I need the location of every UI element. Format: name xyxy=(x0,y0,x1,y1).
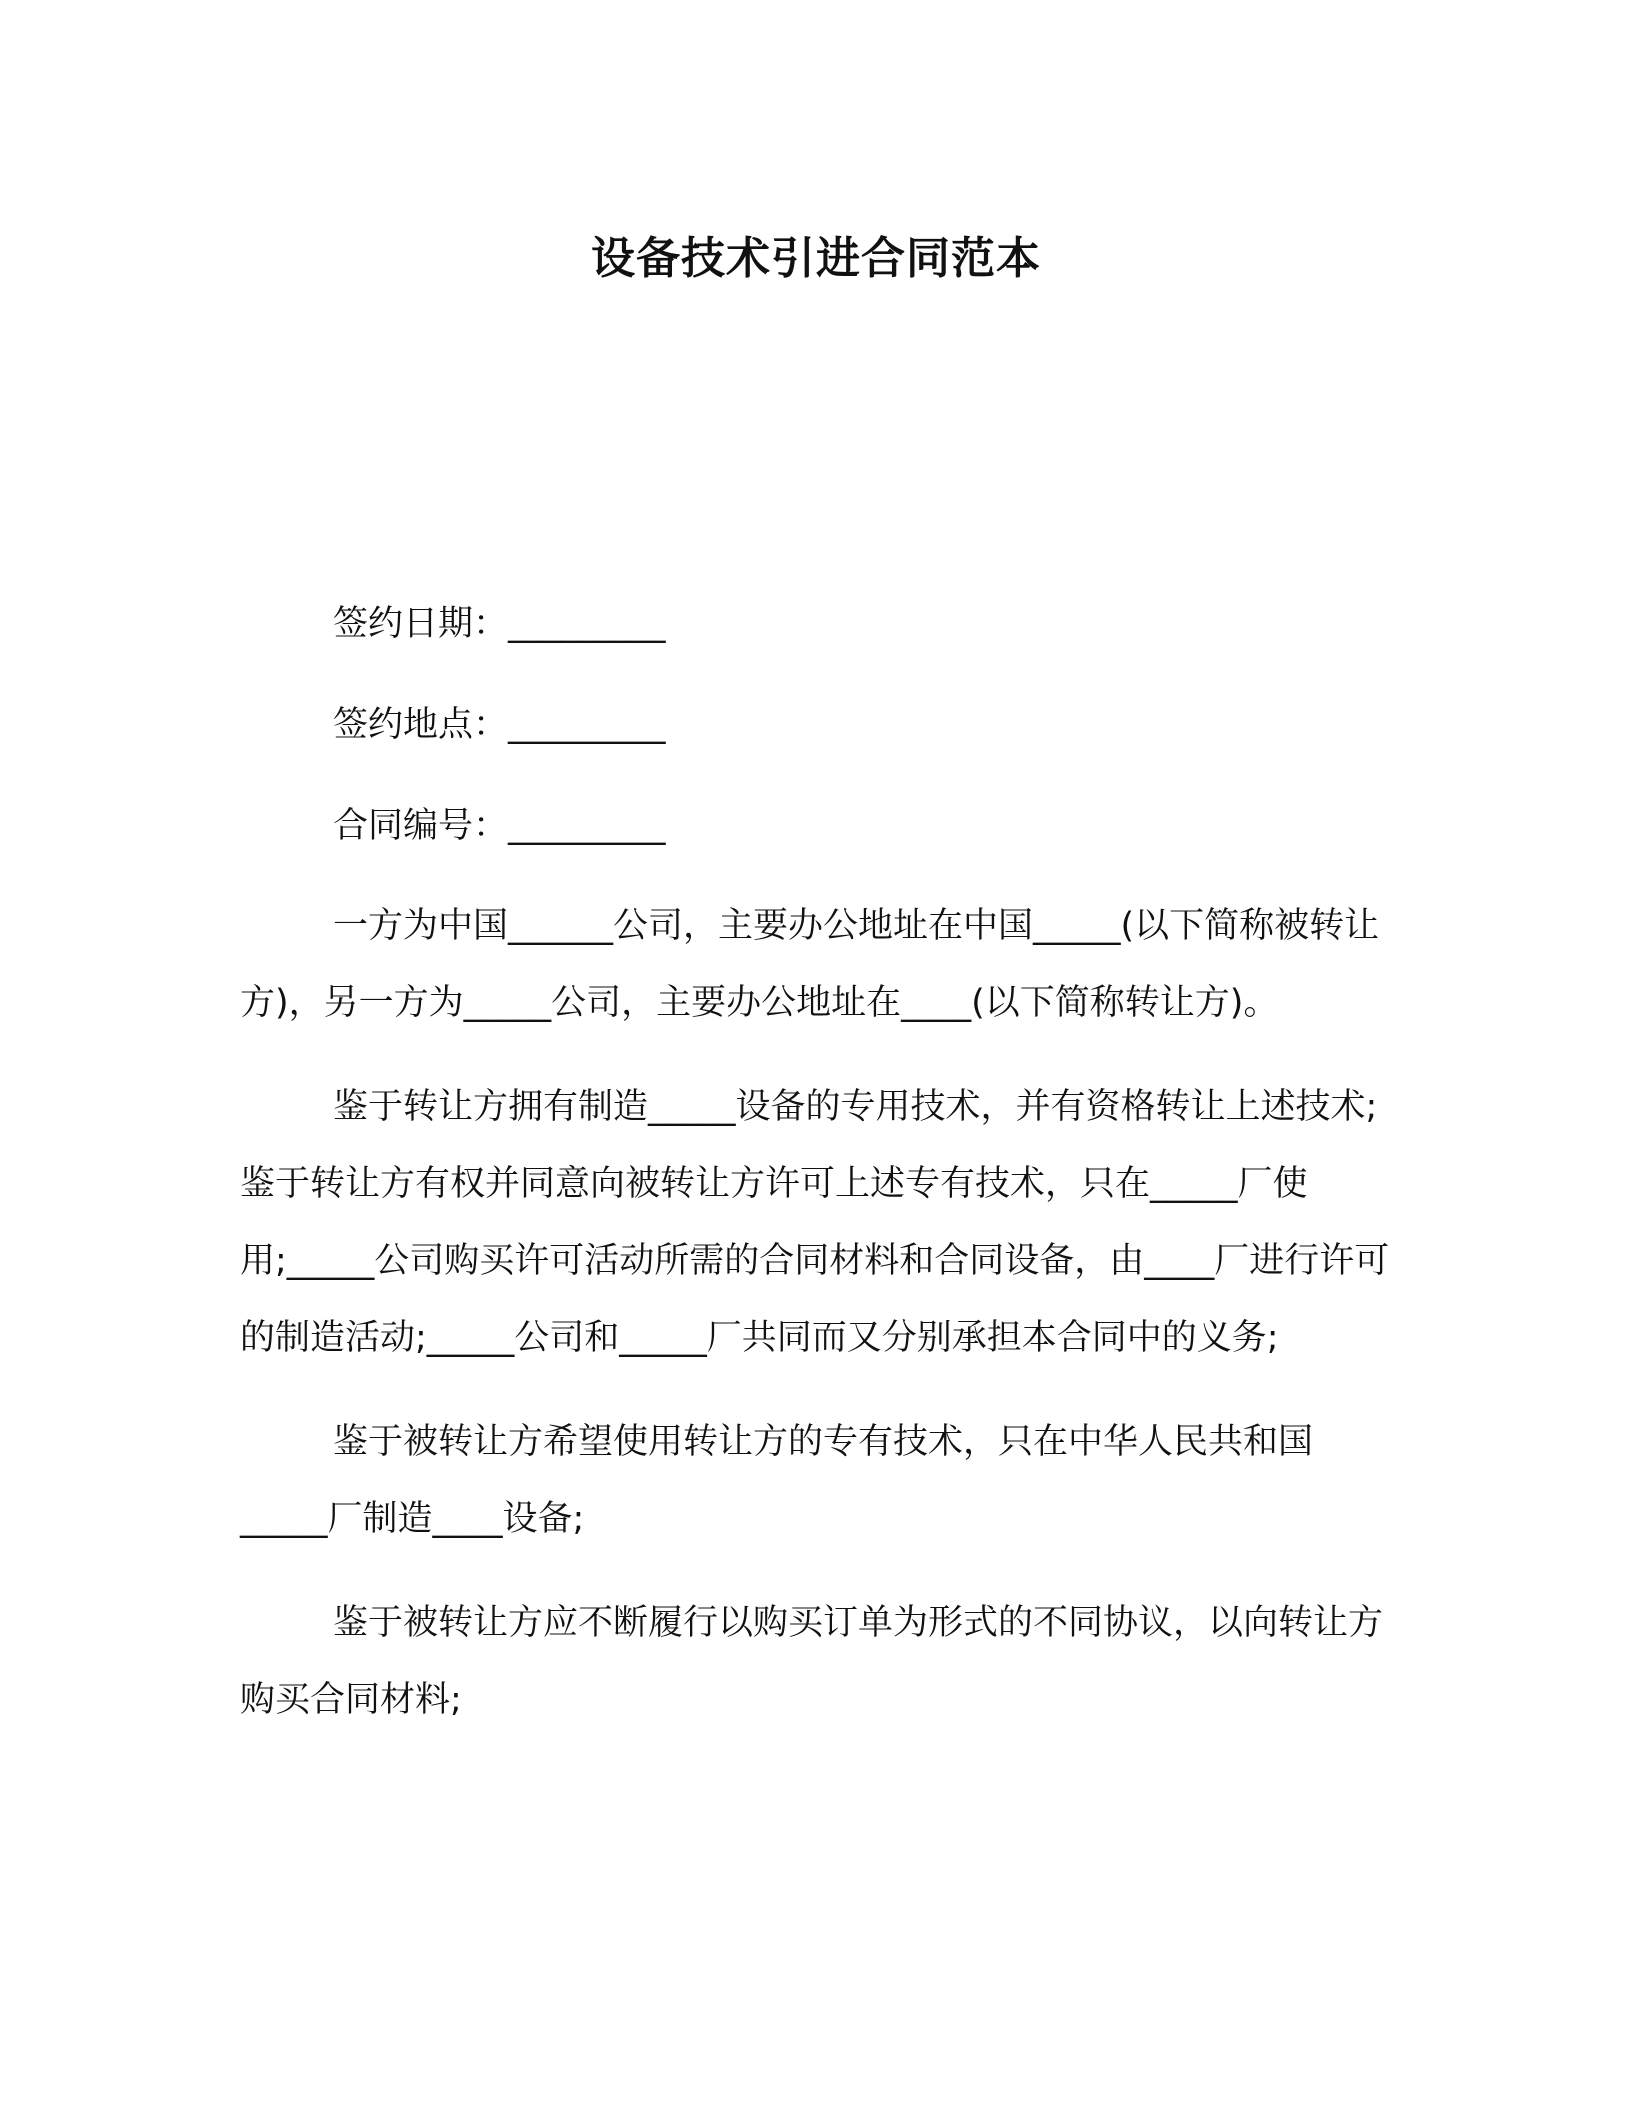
signing-place-blank: _________ xyxy=(508,705,666,745)
contract-number-blank: _________ xyxy=(508,806,666,846)
signing-place-line xyxy=(333,697,666,747)
recital-usage-paragraph: 鉴于被转让方希望使用转让方的专有技术，只在中华人民共和国_____厂制造____设备; xyxy=(240,1422,1314,1539)
signing-place-label: 签约地点： xyxy=(333,705,509,745)
recital-technology-paragraph: 鉴于转让方拥有制造_____设备的专用技术，并有资格转让上述技术;鉴于转让方有权并同意向被转让方许可上述专有技术，只在_____厂使用;_____公司购买许可活动所需的合同材料和合同设备，由____厂进行许可的制造活动;_____公司和_____厂共同而又分别承担本合同中的义务; xyxy=(240,1087,1390,1358)
signing-date-label: 签约日期： xyxy=(333,604,509,644)
signing-date-line xyxy=(333,596,666,646)
recital-purchase-paragraph: 鉴于被转让方应不断履行以购买订单为形式的不同协议，以向转让方购买合同材料; xyxy=(240,1603,1384,1720)
document-title: 设备技术引进合同范本 xyxy=(591,233,1041,284)
contract-body xyxy=(240,888,1400,1739)
parties-paragraph: 一方为中国______公司，主要办公地址在中国_____(以下简称被转让方)，另一方为_____公司，主要办公地址在____(以下简称转让方)。 xyxy=(240,906,1380,1023)
contract-number-label: 合同编号： xyxy=(333,806,509,846)
contract-number-line xyxy=(333,798,666,848)
signing-date-blank: _________ xyxy=(508,604,666,644)
